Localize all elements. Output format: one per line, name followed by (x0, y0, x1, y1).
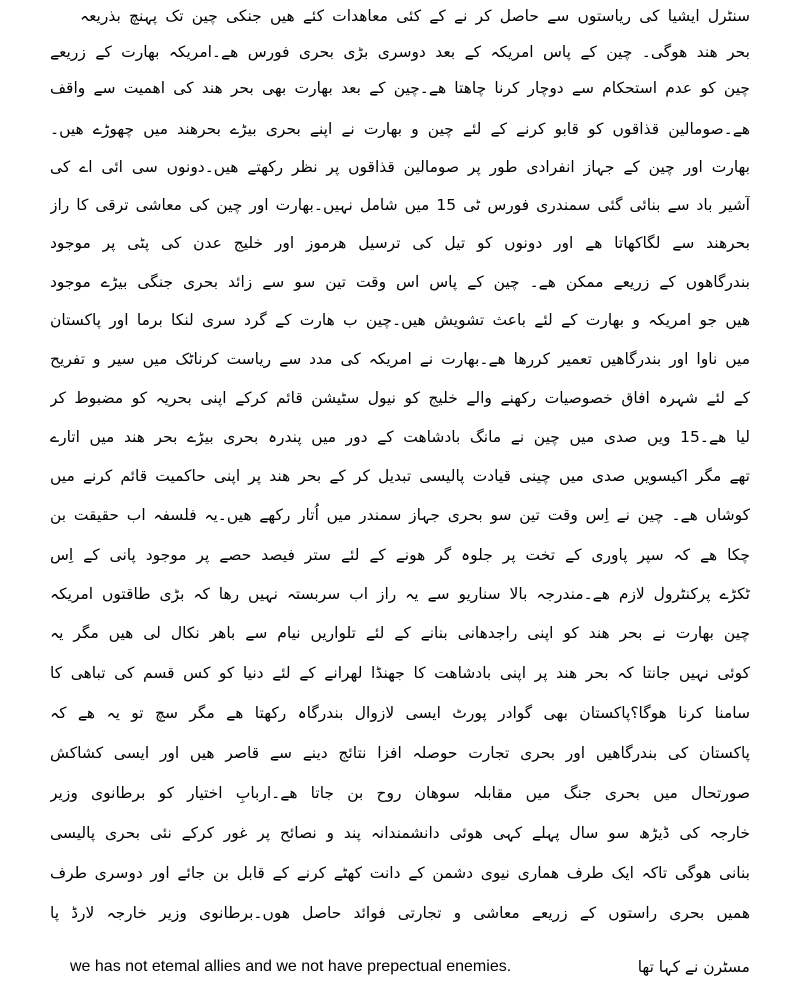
text-line-14: کوشاں ھے۔ چین نے اِس وقت تین سو بحری جہاز سمندر میں اُتار رکھے ھیں۔یہ فلسفہ اب حقیقت بن (50, 506, 750, 524)
text-line-10: میں ناوا اور بندرگاھیں تعمیر کررھا ھے۔بھارت نے امریکہ کی مدد سے ریاست کرناٹک میں سیر و تفریح (50, 350, 750, 368)
text-line-8: بندرگاھوں کے زریعے ممکن ھے۔ چین کے پاس اس وقت تین سو سے زائد بحری جنگی بیڑے موجود (50, 273, 750, 291)
text-line-2: بحر ھند ھوگی۔ چین کے پاس امریکہ کے بعد دوسری بڑی بحری فورس ھے۔امریکہ بھارت کے زریعے (50, 43, 750, 61)
text-line-6: آشیر باد سے بنائی گئی سمندری فورس ٹی 15 میں شامل نہیں۔بھارت اور چین کی معاشی ترقی کا راز (50, 196, 750, 214)
text-line-11: کے لئے شہرہ افاق خصوصیات رکھنے والے خلیج کو نیول سٹیشن قائم کرکے اپنی بحریہ کو مضبوط کر (50, 389, 750, 407)
text-line-24: ھمیں بحری راستوں کے زریعے معاشی و تجارتی فوائد حاصل ھوں۔برطانوی وزیر خارجہ لارڈ پا (50, 904, 750, 922)
text-line-17: چین بھارت نے بحر ھند کو اپنی راجدھانی بنانے کے لئے تلواریں نیام سے باھر نکال لی ھیں مگر یہ (50, 624, 750, 642)
text-line-21: صورتحال میں بحری جنگ میں مقابلہ سوھان روح بن جاتا ھے۔اربابِ اختیار کو برطانوی وزیر (50, 784, 750, 802)
text-line-22: خارجہ کی ڈیڑھ سو سال پہلے کہی ھوئی دانشمندانہ پند و نصائح پر غور کرکے نئی بحری پالیسی (50, 824, 750, 842)
text-line-12: لیا ھے۔15 ویں صدی میں چین نے مانگ بادشاھت کے دور میں پندرہ بحری بیڑے بحر ھند میں اتارے (50, 428, 750, 446)
text-line-20: پاکستان کی بندرگاھیں اور بحری تجارت حوصلہ افزا نتائج دینے سے قاصر ھیں اور ایسی کشاکش (50, 744, 750, 762)
text-line-15: چکا ھے کہ سپر پاوری کے تخت پر جلوہ گر ھونے کے لئے ستر فیصد حصے پر موجود پانی کے اِس (50, 546, 750, 564)
text-line-5: بھارت اور چین کے جہاز انفرادی طور پر صومالین قذاقوں پر نظر رکھتے ھیں۔دونوں سی ائی اے کی (50, 158, 750, 176)
text-line-3: چین کو عدم استحکام سے دوچار کرنا چاھتا ھے۔چین کے بعد بھارت بھی بحر ھند کی اھمیت سے واقف (50, 79, 750, 97)
text-line-9: ھیں جو امریکہ و بھارت کے لئے باعث تشویش ھیں۔چین ب ھارت کے گرد سری لنکا برما اور پاکستان (50, 311, 750, 329)
text-line-19: سامنا کرنا ھوگا؟پاکستان بھی گوادر پورٹ ایسی لازوال بندرگاہ رکھتا ھے مگر سچ تو یہ ھے کہ (50, 704, 750, 722)
text-line-23: بنانی ھوگی تاکہ ایک طرف ھماری نیوی دشمن کے دانت کھٹے کرنے کے قابل بن جائے اور دوسری طرف (50, 864, 750, 882)
text-line-25 (70, 952, 750, 982)
text-line-16: ٹکڑے پرکنٹرول لازم ھے۔مندرجہ بالا سناریو سے یہ راز اب سربستہ نہیں رھا کہ بڑی طاقتوں امریکہ (50, 585, 750, 603)
urdu-quote-intro: مسٹرن نے کہا تھا (637, 958, 750, 976)
text-line-18: کوئی نہیں جانتا کہ بحر ھند پر اپنی بادشاھت کا جھنڈا لھرانے کے لئے دنیا کو کس قسم کی تباھی کا (50, 664, 750, 682)
text-line-7: بحرھند سے لگاکھاتا ھے اور دونوں کو تیل کی ترسیل ھرموز اور خلیج عدن کی پٹی پر موجود (50, 234, 750, 252)
english-quote: we has not etemal allies and we not have prepectual enemies. (70, 958, 512, 975)
text-line-1: سنٹرل ایشیا کی ریاستوں سے حاصل کر نے کے کئی معاھدات کئے ھیں جنکی چین تک پہنچ بذریعہ (80, 7, 750, 25)
text-line-13: تھے مگر اکیسویں صدی میں چینی قیادت پالیسی تبدیل کر کے بحر ھند پر اپنی حاکمیت قائم کرنے میں (50, 467, 750, 485)
text-line-4: ھے۔صومالین قذاقوں کو قابو کرنے کے لئے چین و بھارت نے اپنے بحری بیڑے بحرھند میں چھوڑے ھیں۔ (50, 120, 750, 138)
